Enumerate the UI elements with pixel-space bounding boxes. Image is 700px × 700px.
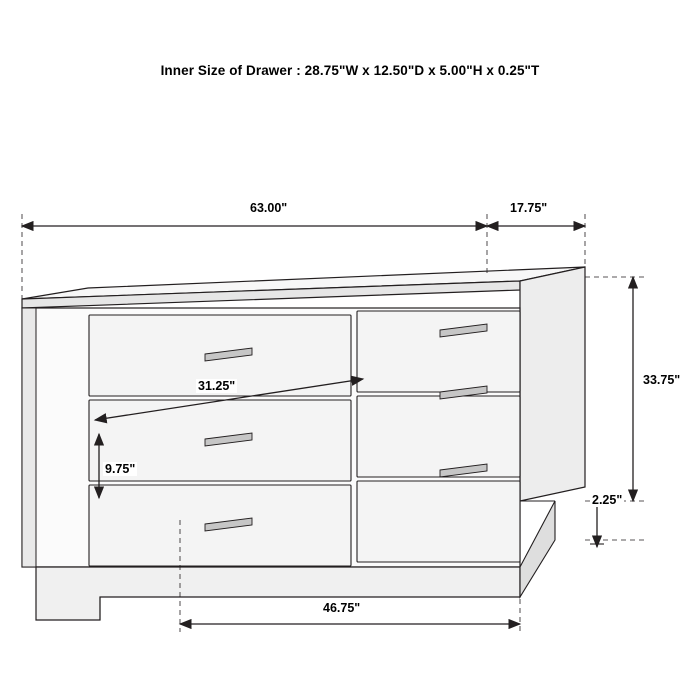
dim-label-overall-width: 63.00" (250, 201, 288, 215)
dim-label-base-width: 46.75" (323, 601, 361, 615)
dresser-side-panel (520, 267, 585, 501)
drawer-front-middle-right[interactable] (357, 396, 520, 477)
dim-label-drawer-width: 31.25" (198, 379, 236, 393)
dresser-base-front (36, 567, 520, 620)
page-title: Inner Size of Drawer : 28.75"W x 12.50"D x 5.00"H x 0.25"T (160, 63, 540, 78)
drawer-front-top-right[interactable] (357, 311, 520, 392)
dim-label-height: 33.75" (643, 373, 681, 387)
dresser-base-side (520, 501, 555, 597)
dresser-left-edge (22, 308, 36, 567)
dim-label-drawer-height: 9.75" (105, 462, 136, 476)
dim-label-depth: 17.75" (510, 201, 548, 215)
dim-label-base-height: 2.25" (592, 493, 623, 507)
dresser-body (22, 267, 585, 620)
drawer-front-bottom-right[interactable] (357, 481, 520, 562)
